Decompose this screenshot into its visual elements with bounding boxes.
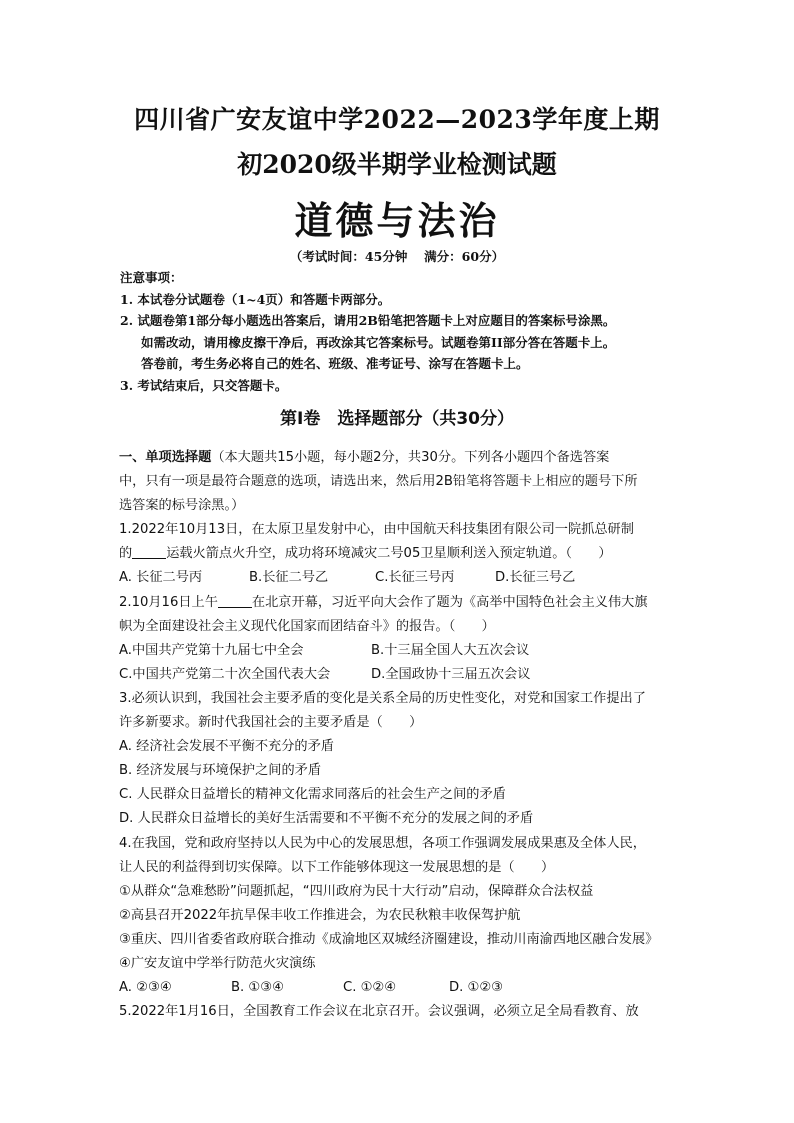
option-d: D. 人民群众日益增长的美好生活需要和不平衡不充分的发展之间的矛盾: [119, 811, 534, 827]
exam-title-line1: 四川省广安友谊中学2022—2023学年度上期: [134, 105, 660, 134]
option-a: A. ②③④: [119, 980, 172, 996]
q1-options: [119, 566, 689, 590]
q4-statement-3: ③重庆、四川省委省政府联合推动《成渝地区双城经济圈建设，推动川南渝西地区融合发展》: [119, 931, 659, 947]
notes-heading: 注意事项：: [120, 270, 183, 285]
option-d: D.长征三号乙: [495, 570, 576, 586]
option-b: B.长征二号乙: [249, 570, 329, 586]
option-d: D.全国政协十三届五次会议: [371, 666, 531, 682]
option-c: C. 人民群众日益增长的精神文化需求同落后的社会生产之间的矛盾: [119, 787, 506, 803]
q1-stem: 1.2022年10月13日，在太原卫星发射中心，由中国航天科技集团有限公司一院抓总研制: [119, 522, 634, 538]
option-d: D. ①②③: [449, 980, 504, 996]
q2-options-ab: [119, 639, 689, 663]
option-a: A. 长征二号丙: [119, 570, 203, 586]
q3-stem: 3.必须认识到，我国社会主要矛盾的变化是关系全局的历史性变化，对党和国家工作提出了: [119, 690, 646, 706]
instructions-line1: 一、单项选择题（本大题共15小题，每小题2分，共30分。下列各小题四个备选答案: [119, 450, 610, 465]
q4-statement-2: ②高县召开2022年抗旱保丰收工作推进会，为农民秋粮丰收保驾护航: [119, 907, 521, 923]
q5-stem: 5.2022年1月16日，全国教育工作会议在北京召开。会议强调，必须立足全局看教育、放: [119, 1004, 639, 1020]
option-a: A. 经济社会发展不平衡不充分的矛盾: [119, 739, 334, 755]
q4-statement-4: ④广安友谊中学举行防范火灾演练: [119, 955, 316, 971]
exam-time-score: （考试时间：45分钟 满分：60分）: [289, 249, 505, 264]
section-heading: 第Ⅰ卷 选择题部分（共30分）: [280, 409, 514, 429]
subject-title: 道德与法治: [294, 198, 500, 243]
answer-blank: [132, 544, 166, 559]
option-c: C.中国共产党第二十次全国代表大会: [119, 666, 331, 682]
notes-item-2-cont: 如需改动，请用橡皮擦干净后，再改涂其它答案标号。试题卷第II部分答在答题卡上。: [141, 334, 616, 350]
option-b: B. 经济发展与环境保护之间的矛盾: [119, 763, 322, 779]
option-b: B. ①③④: [231, 980, 284, 996]
q4-stem: 4.在我国，党和政府坚持以人民为中心的发展思想，各项工作强调发展成果惠及全体人民，: [119, 835, 646, 851]
notes-item-2-cont2: 答卷前，考生务必将自己的姓名、班级、准考证号、涂写在答题卡上。: [141, 356, 529, 371]
option-a: A.中国共产党第十九届七中全会: [119, 642, 304, 658]
instructions-line2: 中，只有一项是最符合题意的选项，请选出来，然后用2B铅笔将答题卡上相应的题号下所: [119, 474, 638, 490]
instructions-label: 一、单项选择题: [119, 450, 212, 465]
q4-options: [119, 976, 689, 1000]
q4-statement-1: ①从群众“急难愁盼”问题抓起，“四川政府为民十大行动”启动，保障群众合法权益: [119, 883, 594, 899]
q2-stem-cont: 帜为全面建设社会主义现代化国家而团结奋斗》的报告。（ ）: [119, 618, 495, 634]
question-body: [119, 446, 689, 1024]
q4-stem-cont: 让人民的利益得到切实保障。以下工作能够体现这一发展思想的是（ ）: [119, 859, 555, 875]
answer-blank: [218, 593, 252, 608]
q2-options-cd: [119, 663, 689, 687]
notes-item-1: 1. 本试卷分试题卷（1~4页）和答题卡两部分。: [120, 291, 391, 307]
exam-title-line2: 初2020级半期学业检测试题: [237, 150, 557, 179]
q1-stem-cont: 的 运载火箭点火升空，成功将环境减灾二号05卫星顺利送入预定轨道。（ ）: [119, 546, 612, 562]
notes-item-3: 3. 考试结束后，只交答题卡。: [120, 377, 288, 393]
q2-stem: 2.10月16日上午 在北京开幕，习近平向大会作了题为《高举中国特色社会主义伟大旗: [119, 594, 648, 610]
q3-stem-cont: 许多新要求。新时代我国社会的主要矛盾是（ ）: [119, 715, 423, 731]
option-c: C.长征三号丙: [375, 570, 455, 586]
instructions-line3: 选答案的标号涂黑。）: [119, 498, 245, 514]
option-c: C. ①②④: [343, 980, 397, 996]
notes-block: [120, 267, 720, 396]
option-b: B.十三届全国人大五次会议: [371, 642, 530, 658]
notes-item-2: 2. 试题卷第1部分每小题选出答案后，请用2B铅笔把答题卡上对应题目的答案标号涂黑。: [120, 313, 616, 328]
